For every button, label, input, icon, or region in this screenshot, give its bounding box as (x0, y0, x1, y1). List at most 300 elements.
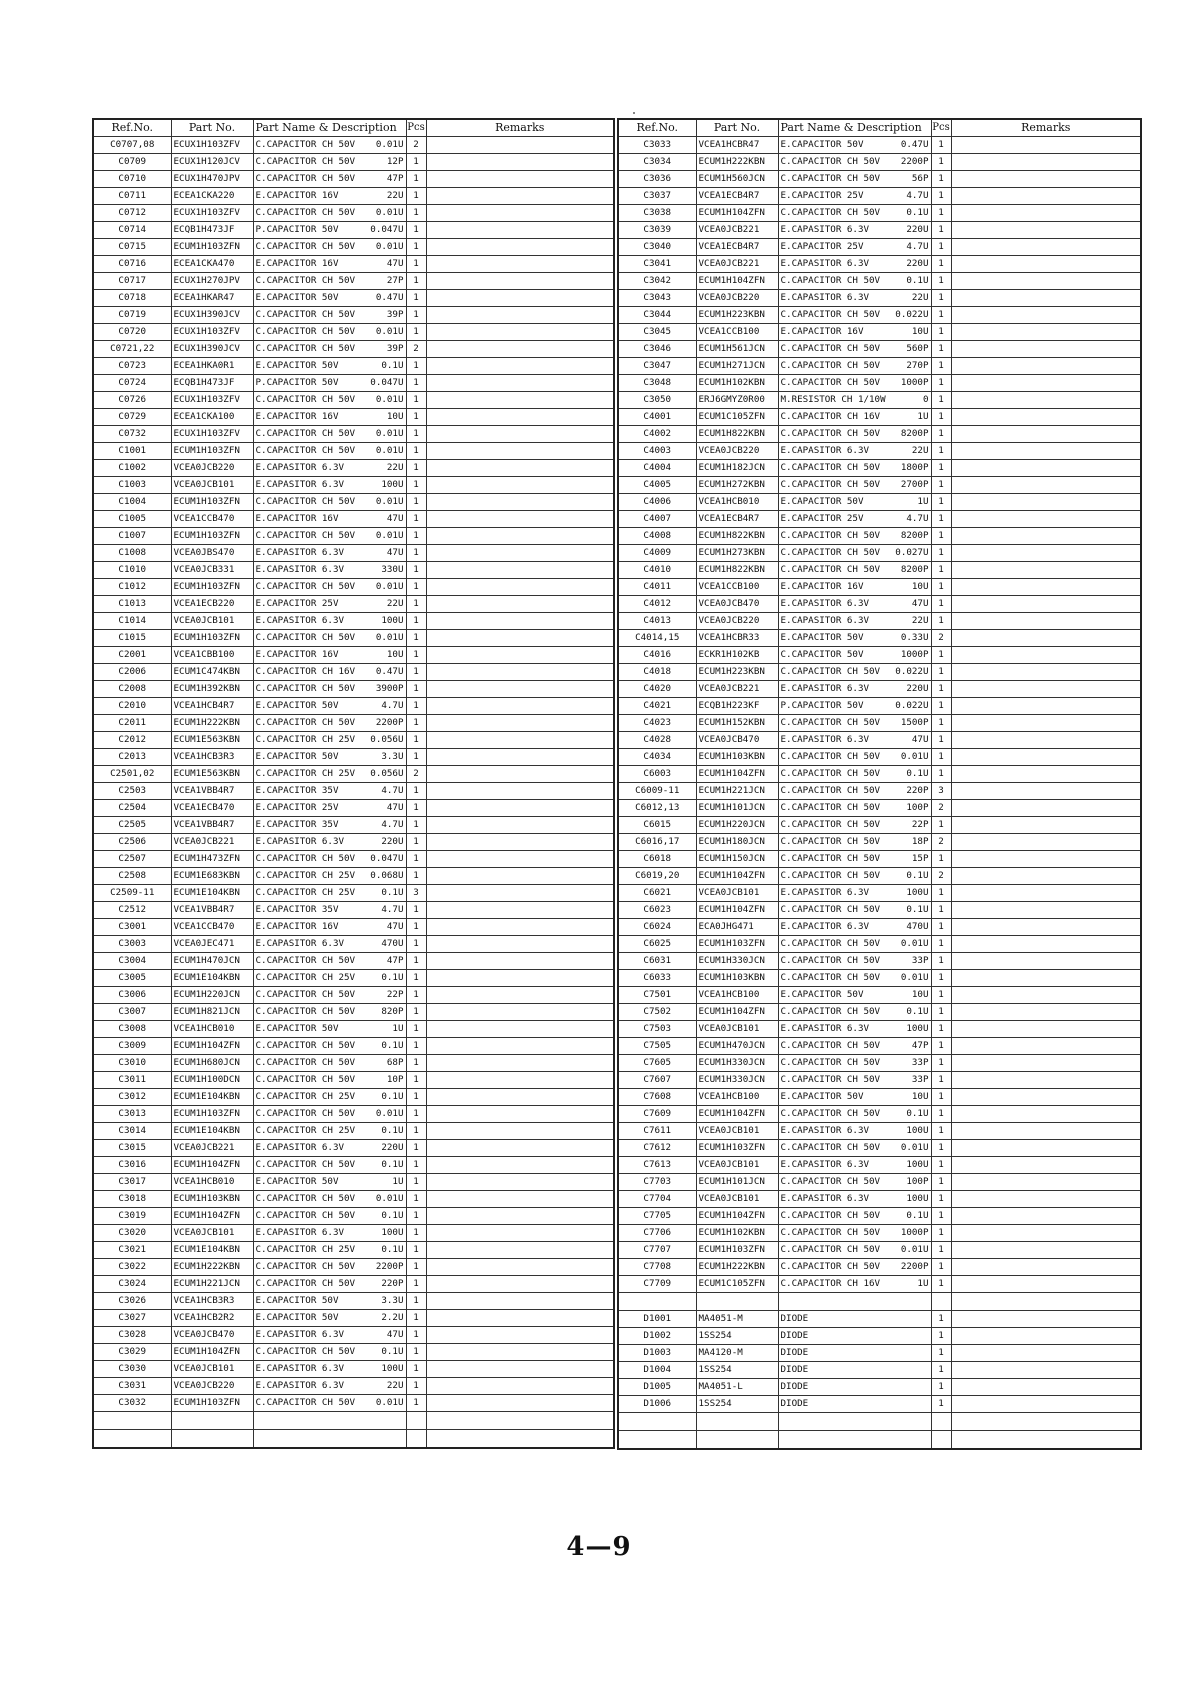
part-no-cell: ECUM1H182JCN (696, 460, 778, 477)
pcs-cell: 1 (406, 817, 426, 834)
remarks-cell (951, 375, 1141, 392)
table-row (93, 545, 614, 562)
part-name: C.CAPACITOR CH 50V (780, 666, 881, 677)
remarks-cell (951, 1123, 1141, 1140)
ref-no-cell: C0724 (93, 375, 171, 392)
part-no-cell: ECUM1H103ZFN (171, 630, 253, 647)
pcs-cell: 1 (406, 698, 426, 715)
part-value: 0.01U (375, 394, 404, 405)
part-no-cell: MA4051-M (696, 1311, 778, 1328)
part-no-cell: ECUM1H103ZFN (171, 443, 253, 460)
remarks-cell (426, 851, 614, 868)
description-wrap (254, 579, 406, 595)
pcs-cell: 1 (406, 1378, 426, 1395)
pcs-cell: 1 (406, 1055, 426, 1072)
part-name: E.CAPACITOR 50V (255, 751, 339, 762)
part-value: 0.022U (895, 700, 929, 711)
ref-no-cell: C3010 (93, 1055, 171, 1072)
description-wrap (779, 256, 931, 272)
part-name: C.CAPACITOR CH 50V (255, 139, 356, 150)
pcs-cell: 1 (931, 1157, 951, 1174)
table-row (93, 596, 614, 613)
part-value: 0.01U (375, 326, 404, 337)
table-row (618, 664, 1141, 681)
part-name: E.CAPASITOR 6.3V (255, 836, 345, 847)
pcs-cell: 1 (406, 443, 426, 460)
table-row (618, 375, 1141, 392)
table-row (618, 358, 1141, 375)
table-row (93, 1157, 614, 1174)
description-wrap (779, 783, 931, 799)
description-wrap (779, 1089, 931, 1105)
part-value: 0.1U (906, 1210, 929, 1221)
description-wrap (779, 749, 931, 765)
part-no-cell: VCEA0JCB220 (171, 1378, 253, 1395)
pcs-cell: 1 (931, 1208, 951, 1225)
remarks-cell (951, 137, 1141, 154)
description-wrap (254, 256, 406, 272)
description-wrap (254, 596, 406, 612)
part-no-cell: VCEA0JCB101 (171, 613, 253, 630)
part-value: 220P (381, 1278, 404, 1289)
description-wrap (779, 1072, 931, 1088)
part-value: 39P (386, 309, 404, 320)
description-cell (778, 817, 931, 834)
description-cell (778, 511, 931, 528)
part-name: C.CAPACITOR CH 50V (255, 1074, 356, 1085)
description-wrap (254, 1191, 406, 1207)
part-value: 33P (911, 955, 929, 966)
part-value: 0.068U (370, 870, 404, 881)
part-value: 0.01U (375, 1193, 404, 1204)
pcs-cell: 1 (406, 1140, 426, 1157)
description-cell (253, 273, 406, 290)
table-row (93, 664, 614, 681)
table-row (618, 1328, 1141, 1345)
description-cell (778, 1276, 931, 1293)
table-row (618, 1293, 1141, 1311)
remarks-cell (426, 392, 614, 409)
parts-list-right-table (617, 118, 1142, 1450)
part-value (929, 1396, 931, 1412)
part-no-cell: 1SS254 (696, 1396, 778, 1413)
part-value: 0.01U (375, 445, 404, 456)
part-value (929, 1328, 931, 1344)
part-no-cell: ECUM1E104KBN (171, 1123, 253, 1140)
pcs-cell: 1 (931, 664, 951, 681)
pcs-cell: 1 (931, 409, 951, 426)
part-name: C.CAPACITOR CH 50V (255, 581, 356, 592)
description-cell (253, 630, 406, 647)
part-value (929, 1311, 931, 1327)
pcs-cell: 1 (931, 205, 951, 222)
part-name: C.CAPACITOR CH 50V (255, 275, 356, 286)
part-no-cell: ECUM1H101JCN (696, 800, 778, 817)
pcs-cell: 1 (406, 1174, 426, 1191)
table-row (618, 698, 1141, 715)
table-row (618, 256, 1141, 273)
part-name: E.CAPASITOR 6.3V (780, 1159, 870, 1170)
part-name: E.CAPACITOR 6.3V (780, 921, 870, 932)
pcs-cell: 1 (406, 1225, 426, 1242)
description-cell (253, 1157, 406, 1174)
part-value: 1000P (900, 1227, 929, 1238)
pcs-cell: 1 (406, 596, 426, 613)
part-value: 220U (906, 224, 929, 235)
remarks-cell (951, 273, 1141, 290)
part-value: 470U (906, 921, 929, 932)
ref-no-cell: C2001 (93, 647, 171, 664)
table-row (93, 732, 614, 749)
pcs-cell: 1 (931, 715, 951, 732)
description-cell (253, 426, 406, 443)
table-row (93, 358, 614, 375)
remarks-cell (426, 171, 614, 188)
description-wrap (779, 885, 931, 901)
part-value: 0.1U (906, 768, 929, 779)
description-wrap (779, 817, 931, 833)
ref-no-cell: C3031 (93, 1378, 171, 1395)
part-no-cell: ECUM1H103KBN (171, 1191, 253, 1208)
part-name: P.CAPACITOR 50V (255, 377, 339, 388)
part-value: 0.47U (375, 666, 404, 677)
remarks-cell (426, 1004, 614, 1021)
description-wrap (254, 154, 406, 170)
pcs-cell: 1 (406, 1021, 426, 1038)
table-row (618, 1362, 1141, 1379)
description-cell (253, 358, 406, 375)
pcs-cell: 1 (406, 868, 426, 885)
part-name: C.CAPACITOR CH 50V (255, 309, 356, 320)
part-no-cell: ECUM1H220JCN (171, 987, 253, 1004)
description-wrap (254, 392, 406, 408)
pcs-cell: 1 (406, 1072, 426, 1089)
ref-no-cell: C6015 (618, 817, 696, 834)
part-value: 10P (386, 1074, 404, 1085)
part-no-cell: ECUM1C105ZFN (696, 1276, 778, 1293)
part-value: 220P (906, 785, 929, 796)
ref-no-cell: C3022 (93, 1259, 171, 1276)
part-value: 0.027U (895, 547, 929, 558)
part-name: E.CAPASITOR 6.3V (780, 734, 870, 745)
remarks-cell (426, 222, 614, 239)
ref-no-cell: C3034 (618, 154, 696, 171)
pcs-cell: 1 (406, 426, 426, 443)
part-value: 22U (911, 615, 929, 626)
remarks-cell (951, 647, 1141, 664)
table-row (618, 1089, 1141, 1106)
part-name: C.CAPACITOR CH 50V (255, 1261, 356, 1272)
remarks-cell (951, 1328, 1141, 1345)
description-cell (253, 307, 406, 324)
remarks-cell (951, 1431, 1141, 1449)
description-wrap (254, 290, 406, 306)
pcs-cell: 1 (406, 1259, 426, 1276)
description-cell (778, 732, 931, 749)
ref-no-cell: C3042 (618, 273, 696, 290)
table-row (618, 409, 1141, 426)
table-row (93, 630, 614, 647)
part-value: 47P (386, 955, 404, 966)
description-cell (778, 1345, 931, 1362)
pcs-cell: 3 (931, 783, 951, 800)
part-name: E.CAPASITOR 6.3V (780, 224, 870, 235)
ref-no-cell: C4010 (618, 562, 696, 579)
remarks-cell (951, 409, 1141, 426)
remarks-cell (951, 1362, 1141, 1379)
remarks-cell (426, 1276, 614, 1293)
part-value: 3.3U (381, 751, 404, 762)
pcs-cell (406, 1412, 426, 1430)
part-no-cell: ECUM1H103ZFN (171, 1106, 253, 1123)
ref-no-cell: C1014 (93, 613, 171, 630)
ref-no-cell: C3028 (93, 1327, 171, 1344)
part-value: 0.1U (381, 1125, 404, 1136)
ref-no-cell: C6025 (618, 936, 696, 953)
ref-no-cell: C2512 (93, 902, 171, 919)
part-no-cell: ECUM1H223KBN (696, 664, 778, 681)
remarks-cell (951, 1157, 1141, 1174)
remarks-cell (426, 273, 614, 290)
part-value: 0.1U (906, 904, 929, 915)
description-cell (253, 409, 406, 426)
remarks-cell (426, 1361, 614, 1378)
description-cell (778, 545, 931, 562)
part-value: 0.022U (895, 309, 929, 320)
part-value: 0.1U (381, 1159, 404, 1170)
pcs-cell: 1 (406, 1106, 426, 1123)
table-row (93, 1344, 614, 1361)
remarks-cell (426, 647, 614, 664)
part-no-cell: ECEA1CKA220 (171, 188, 253, 205)
pcs-header: Pcs (406, 119, 426, 137)
part-no-cell: ECUM1C105ZFN (696, 409, 778, 426)
part-name: C.CAPACITOR CH 50V (780, 275, 881, 286)
pcs-cell: 1 (406, 222, 426, 239)
ref-no-cell (93, 1412, 171, 1430)
ref-no-cell: C4001 (618, 409, 696, 426)
description-cell (253, 1089, 406, 1106)
part-name: E.CAPACITOR 25V (780, 241, 864, 252)
ref-no-cell: C0721,22 (93, 341, 171, 358)
pcs-cell: 1 (931, 188, 951, 205)
ref-no-cell: C3016 (93, 1157, 171, 1174)
part-no-cell: ECUM1H100DCN (171, 1072, 253, 1089)
ref-no-cell: C3006 (93, 987, 171, 1004)
description-cell (778, 307, 931, 324)
part-no-cell: ECUM1H392KBN (171, 681, 253, 698)
part-no-cell: VCEA0JCB470 (696, 596, 778, 613)
part-no-cell: ECUM1E104KBN (171, 1089, 253, 1106)
description-cell (253, 681, 406, 698)
part-value: 47P (386, 173, 404, 184)
ref-no-cell: C1003 (93, 477, 171, 494)
description-wrap (779, 800, 931, 816)
part-value: 10U (911, 326, 929, 337)
ref-no-cell: C3027 (93, 1310, 171, 1327)
remarks-cell (426, 426, 614, 443)
part-value: 47U (911, 598, 929, 609)
part-value: 47U (386, 513, 404, 524)
description-cell (778, 290, 931, 307)
remarks-cell (951, 732, 1141, 749)
part-name: C.CAPACITOR CH 50V (780, 1006, 881, 1017)
description-wrap (779, 171, 931, 187)
part-name: C.CAPACITOR CH 50V (780, 564, 881, 575)
part-name: C.CAPACITOR CH 50V (780, 819, 881, 830)
ref-no-cell: C4034 (618, 749, 696, 766)
part-no-cell (696, 1431, 778, 1449)
pcs-cell: 1 (931, 1345, 951, 1362)
table-row (618, 715, 1141, 732)
remarks-cell (951, 1225, 1141, 1242)
part-name: E.CAPASITOR 6.3V (255, 479, 345, 490)
pcs-cell (931, 1293, 951, 1311)
part-no-cell: ECUM1H222KBN (696, 1259, 778, 1276)
description-cell (253, 715, 406, 732)
description-wrap (254, 1327, 406, 1343)
part-name: E.CAPACITOR 35V (255, 904, 339, 915)
part-name: C.CAPACITOR CH 50V (780, 343, 881, 354)
ref-no-cell: C0717 (93, 273, 171, 290)
pcs-cell: 1 (406, 494, 426, 511)
table-row (618, 1157, 1141, 1174)
parts-list-left-body (93, 137, 614, 1448)
part-no-cell: ECUM1H152KBN (696, 715, 778, 732)
table-row (618, 936, 1141, 953)
part-no-cell: VCEA1VBB4R7 (171, 817, 253, 834)
part-name: E.CAPACITOR 50V (780, 632, 864, 643)
table-row (618, 851, 1141, 868)
description-cell (253, 613, 406, 630)
part-name: E.CAPACITOR 50V (255, 360, 339, 371)
ref-no-cell: C2508 (93, 868, 171, 885)
remarks-cell (426, 443, 614, 460)
part-name: E.CAPACITOR 35V (255, 785, 339, 796)
part-no-cell: ECUX1H103ZFV (171, 392, 253, 409)
ref-no-cell: C7708 (618, 1259, 696, 1276)
remarks-cell (426, 460, 614, 477)
remarks-cell (426, 307, 614, 324)
ref-no-cell: C6016,17 (618, 834, 696, 851)
description-cell (253, 205, 406, 222)
description-wrap (254, 647, 406, 663)
description-wrap (779, 188, 931, 204)
remarks-cell (951, 1174, 1141, 1191)
table-row (618, 970, 1141, 987)
part-name: E.CAPACITOR 50V (255, 1295, 339, 1306)
part-name: C.CAPACITOR CH 50V (780, 309, 881, 320)
remarks-cell (951, 596, 1141, 613)
part-value: 100U (906, 887, 929, 898)
description-cell (253, 1412, 406, 1430)
description-cell (253, 1191, 406, 1208)
pcs-cell: 2 (406, 766, 426, 783)
pcs-cell: 1 (406, 1191, 426, 1208)
ref-no-cell: C3007 (93, 1004, 171, 1021)
part-name: C.CAPACITOR CH 50V (255, 428, 356, 439)
pcs-cell: 1 (406, 681, 426, 698)
table-row (93, 137, 614, 154)
description-cell (778, 222, 931, 239)
remarks-cell (951, 868, 1141, 885)
description-wrap (254, 1089, 406, 1105)
description-wrap (779, 851, 931, 867)
remarks-cell (951, 528, 1141, 545)
description-wrap (779, 1140, 931, 1156)
part-no-cell: ECEA1HKA0R1 (171, 358, 253, 375)
description-wrap (254, 919, 406, 935)
description-cell (778, 562, 931, 579)
part-name: E.CAPASITOR 6.3V (255, 938, 345, 949)
remarks-cell (426, 1174, 614, 1191)
remarks-cell (951, 392, 1141, 409)
description-wrap (254, 885, 406, 901)
description-wrap (779, 647, 931, 663)
ref-no-cell: C3024 (93, 1276, 171, 1293)
part-no-cell: ECUM1H223KBN (696, 307, 778, 324)
table-row (93, 1242, 614, 1259)
part-no-cell: ECUM1H822KBN (696, 426, 778, 443)
description-wrap (779, 1021, 931, 1037)
description-cell (253, 256, 406, 273)
part-no-cell: ECUM1H330JCN (696, 1072, 778, 1089)
ref-no-cell: C7607 (618, 1072, 696, 1089)
part-name: C.CAPACITOR CH 16V (780, 411, 881, 422)
description-wrap (779, 562, 931, 578)
table-row (93, 460, 614, 477)
description-wrap (254, 1174, 406, 1190)
part-value: 0.01U (375, 139, 404, 150)
remarks-cell (426, 1038, 614, 1055)
description-wrap (779, 358, 931, 374)
part-no-cell: 1SS254 (696, 1328, 778, 1345)
part-value: 10U (911, 581, 929, 592)
table-row (618, 1174, 1141, 1191)
ref-no-cell: C7501 (618, 987, 696, 1004)
description-wrap (779, 477, 931, 493)
part-name: E.CAPASITOR 6.3V (255, 564, 345, 575)
pcs-cell: 1 (406, 1004, 426, 1021)
pcs-cell: 1 (406, 409, 426, 426)
description-cell (253, 1395, 406, 1412)
table-row (618, 273, 1141, 290)
pcs-cell: 1 (931, 1396, 951, 1413)
description-wrap (779, 443, 931, 459)
pcs-cell: 1 (931, 494, 951, 511)
table-row (618, 477, 1141, 494)
ref-no-cell: C7609 (618, 1106, 696, 1123)
part-value: 4.7U (381, 904, 404, 915)
remarks-cell (426, 477, 614, 494)
remarks-cell (951, 545, 1141, 562)
description-cell (778, 715, 931, 732)
description-cell (778, 1311, 931, 1328)
description-wrap (254, 494, 406, 510)
remarks-cell (951, 307, 1141, 324)
remarks-cell (426, 800, 614, 817)
part-name: P.CAPACITOR 50V (780, 700, 864, 711)
remarks-cell (951, 1311, 1141, 1328)
blank-row (618, 1431, 1141, 1449)
table-row (618, 800, 1141, 817)
remarks-cell (951, 1140, 1141, 1157)
remarks-cell (426, 1327, 614, 1344)
ref-no-cell: C3018 (93, 1191, 171, 1208)
part-no-cell: ECUX1H103ZFV (171, 205, 253, 222)
pcs-cell: 2 (931, 834, 951, 851)
part-name: C.CAPACITOR CH 50V (780, 955, 881, 966)
